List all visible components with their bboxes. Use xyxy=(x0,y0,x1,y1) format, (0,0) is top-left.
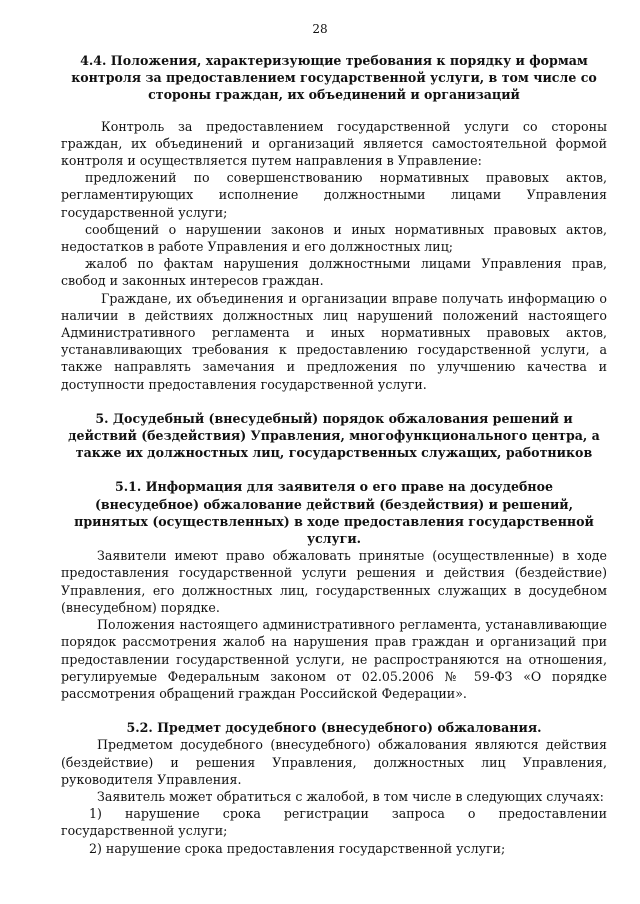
section-4-4-heading: 4.4. Положения, характеризующие требования к порядку и формам контроля за предоставлением государственной услуги, в том числе со стороны граждан, их объединений и организаций xyxy=(71,53,597,103)
paragraph: Граждане, их объединения и организации вправе получать информацию о наличии в действиях должностных лиц нарушений положений настоящего Административного регламента и иных нормативных правовых актов, устанавливающих требования к предоставлению государственной услуги, а также направлять замечания и предложения по улучшению качества и доступности предоставления государственной услуги. xyxy=(61,290,607,392)
paragraph: жалоб по фактам нарушения должностными лицами Управления прав, свобод и законных интересов граждан. xyxy=(61,256,607,289)
section-5-1-heading: 5.1. Информация для заявителя о его праве на досудебное (внесудебное) обжалование действий (бездействия) и решений, принятых (осуществленных) в ходе предоставления государственной услуги. xyxy=(74,479,594,547)
page-number: 28 xyxy=(312,22,328,36)
paragraph: Заявитель может обратиться с жалобой, в том числе в следующих случаях: xyxy=(97,788,604,804)
paragraph: Контроль за предоставлением государственной услуги со стороны граждан, их объединений и организаций является самостоятельной формой контроля и осуществляется путем направления в Управление: xyxy=(61,118,607,169)
paragraph: Положения настоящего административного регламента, устанавливающие порядок рассмотрения жалоб на нарушения прав граждан и организаций при предоставлении государственной услуги, не распространяются на отношения, регулируемые Федеральным законом от 02.05.2006 № 59-ФЗ «О порядке рассмотрения обращений граждан Российской Федерации». xyxy=(61,617,607,701)
section-5-heading: 5. Досудебный (внесудебный) порядок обжалования решений и действий (бездействия) Управления, многофункционального центра, а также их должностных лиц, государственных служащих, работников xyxy=(68,410,600,461)
paragraph: Предметом досудебного (внесудебного) обжалования являются действия (бездействие) и решения Управления, должностных лиц Управления, руководителя Управления. xyxy=(61,737,607,787)
list-item: 2) нарушение срока предоставления государственной услуги; xyxy=(89,840,506,856)
paragraph: сообщений о нарушении законов и иных нормативных правовых актов, недостатков в работе Управления и его должностных лиц; xyxy=(61,221,607,255)
page-content xyxy=(61,52,607,857)
list-item: 1) нарушение срока регистрации запроса о предоставлении государственной услуги; xyxy=(61,806,607,839)
paragraph: Заявители имеют право обжаловать принятые (осуществленные) в ходе предоставления государственной услуги решения и действия (бездействие) Управления, его должностных лиц, государственных служащих в досудебном (внесудебном) порядке. xyxy=(61,548,607,615)
section-5-2-heading: 5.2. Предмет досудебного (внесудебного) обжалования. xyxy=(126,720,542,736)
paragraph: предложений по совершенствованию нормативных правовых актов, регламентирующих исполнение должностными лицами Управления государственной услуги; xyxy=(61,170,607,220)
